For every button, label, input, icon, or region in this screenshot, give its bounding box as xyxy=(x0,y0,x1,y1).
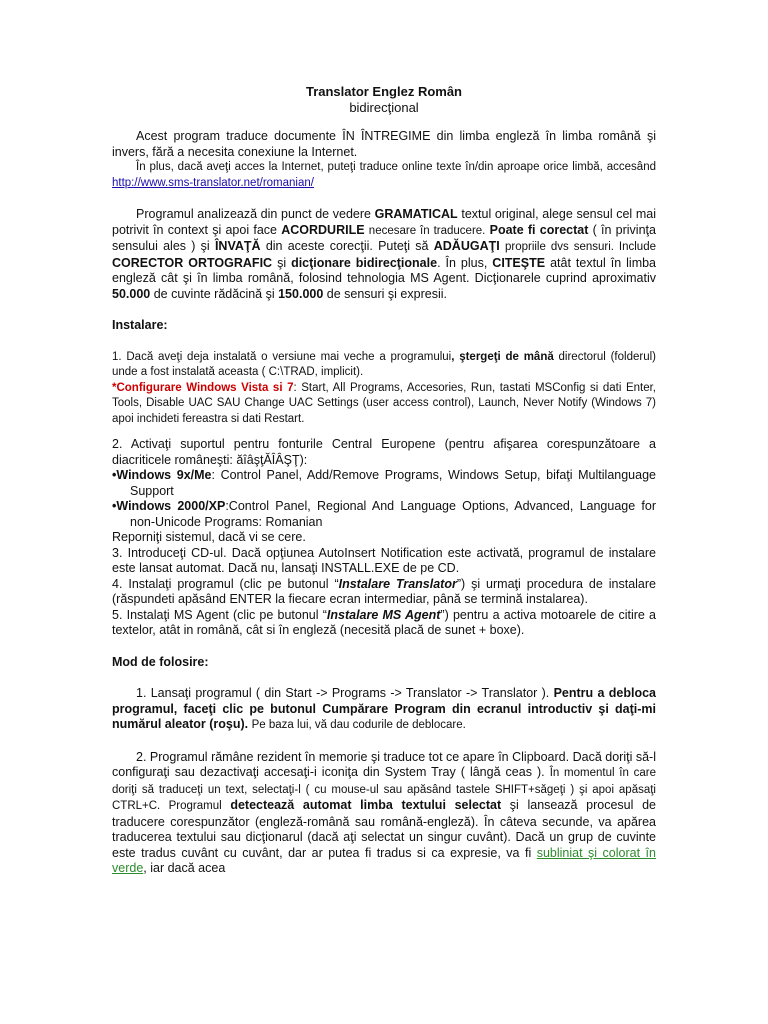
translator-website-link[interactable]: http://www.sms-translator.net/romanian/ xyxy=(112,176,314,189)
usage-heading: Mod de folosire: xyxy=(112,654,209,669)
usage-text: 1. Lansaţi programul ( din Start -> Programs -> Translator -> Translator ). xyxy=(136,686,550,700)
install-step-4 xyxy=(112,577,656,608)
step-text: ”) şi urmaţi procedura de instalare (răspundeti apăsând ENTER la fiecare ecran intermediar, până se termină instalarea). xyxy=(112,576,656,606)
usage-text: , iar dacă acea xyxy=(143,861,226,875)
install-translator-button-label: Instalare Translator xyxy=(338,576,457,591)
document-subtitle: bidirecţional xyxy=(349,99,419,115)
windows-9x-text: : Control Panel, Add/Remove Programs, Windows Setup, bifaţi Multilanguage Support xyxy=(130,468,656,498)
windows-9x-label: •Windows 9x/Me xyxy=(112,468,212,482)
analysis-text: ( în privinţa sensului ales ) şi xyxy=(112,222,656,253)
usage-text: În momentul în care doriţi să traduceţi un text, selectaţi-l ( cu mouse-ul sau apăsând tastele SHIFT+săgeţi ) şi apoi apăsaţi CTRL+C. Programul xyxy=(112,767,656,812)
analysis-bold: CITEŞTE xyxy=(492,255,546,270)
usage-bold: Pentru a debloca programul, faceţi clic pe butonul Cumpărare Program din ecranul introductiv şi daţi-mi numărul aleator (roşu). xyxy=(112,686,656,731)
step-text: ”) pentru a activa motoarele de citire a textelor, atât in română, cât si în engleză (necesită placă de sunet + boxe). xyxy=(112,607,656,637)
install-heading: Instalare: xyxy=(112,318,168,332)
analysis-text: de sensuri şi expresii. xyxy=(326,286,447,301)
restart-note: Reporniţi sistemul, dacă vi se cere. xyxy=(112,530,306,544)
analysis-bold: Poate fi corectat xyxy=(489,222,589,237)
install-step-2: 2. Activaţi suportul pentru fonturile Central Europene (pentru afişarea corespunzătoare a diacriticele româneşti: ăîâşţĂÎÂŞŢ): xyxy=(112,437,656,467)
analysis-bold: 150.000 xyxy=(278,286,324,301)
intro-paragraph: Acest program traduce documente ÎN ÎNTREGIME din limba engleză în limba română şi invers, fără a necesita conexiune la Internet. xyxy=(112,129,656,159)
windows-2000-text: :Control Panel, Regional And Language Options, Advanced, Language for non-Unicode Programs: Romanian xyxy=(130,499,657,529)
green-underlined-text: subliniat şi colorat în verde xyxy=(112,845,656,875)
vista-config-text: : Start, All Programs, Accesories, Run, tastati MSConfig si dati Enter, Tools, Disable UAC SAU Change UAC Settings (user access control), Launch, Never Notify (Windows 7) apoi inchideti fereastra si dati Restart. xyxy=(112,381,656,425)
analysis-bold: ACORDURILE xyxy=(281,222,365,237)
usage-bold: detectează automat limba textului selectat xyxy=(230,798,502,812)
step-text: 4. Instalaţi programul (clic pe butonul “ xyxy=(112,576,339,591)
intro-online-text: În plus, dacă aveţi acces la Internet, puteţi traduce online texte în/din aproape orice limbă, accesând xyxy=(136,161,656,173)
analysis-text: propriile dvs sensuri. Include xyxy=(504,241,656,253)
step-text: directorul (folderul) unde a fost instalată aceasta ( C:\TRAD, implicit). xyxy=(112,350,656,378)
analysis-bold: ADĂUGAŢI xyxy=(433,239,500,253)
install-step-5 xyxy=(112,608,656,639)
analysis-text: textul original, alege sensul cel mai potrivit în context şi apoi face xyxy=(112,207,656,237)
windows-2000-item xyxy=(112,499,656,530)
analysis-bold: ÎNVAŢĂ xyxy=(214,239,261,253)
analysis-paragraph xyxy=(112,207,656,302)
step-text: 1. Dacă aveţi deja instalată o versiune mai veche a programului xyxy=(112,350,452,363)
windows-2000-label: •Windows 2000/XP xyxy=(112,499,226,513)
analysis-text: atât textul în limba engleză cât şi în limba română, folosind tehnologia MS Agent. Dicţionarele cuprind aproximativ xyxy=(112,255,657,285)
vista-config-note xyxy=(112,381,656,428)
analysis-text: şi xyxy=(277,255,287,270)
step-text: 5. Instalaţi MS Agent (clic pe butonul “ xyxy=(112,607,327,622)
analysis-bold: CORECTOR ORTOGRAFIC xyxy=(112,255,273,270)
install-step-3: 3. Introduceţi CD-ul. Dacă opţiunea AutoInsert Notification este activată, programul de instalare este lansat automat. Dacă nu, lansaţi INSTALL.EXE de pe CD. xyxy=(112,545,656,575)
analysis-text: Programul analizează din punct de vedere xyxy=(136,207,371,221)
usage-text: Pe baza lui, vă dau codurile de deblocare. xyxy=(251,719,466,731)
analysis-bold: 50.000 xyxy=(112,286,151,301)
usage-text: şi lansează procesul de traducere corespunzător (engleză-română sau română-engleză). În câteva secunde, va apărea traducerea textului sau dicţionarul (dacă aţi selectat un singur cuvânt). Dacă un grup de cuvinte este tradus cuvânt cu cuvânt, dar ar putea fi tradus si ca expresie, va fi xyxy=(112,798,656,860)
install-ms-agent-button-label: Instalare MS Agent xyxy=(326,607,441,622)
analysis-text: din aceste corecţii. Puteţi să xyxy=(265,239,429,253)
step-bold: , ştergeţi de mână xyxy=(451,350,554,363)
vista-config-label: *Configurare Windows Vista si 7 xyxy=(112,381,294,394)
usage-step-1 xyxy=(112,686,656,734)
usage-step-2 xyxy=(112,750,656,877)
document-title: Translator Englez Român xyxy=(305,84,463,99)
analysis-text: necesare în traducere. xyxy=(368,224,486,237)
intro-online-paragraph xyxy=(112,160,656,191)
install-step-1 xyxy=(112,350,656,381)
analysis-bold: GRAMATICAL xyxy=(374,207,458,221)
analysis-bold: dicţionare bidirecţionale xyxy=(291,255,438,270)
usage-text: 2. Programul rămâne rezident în memorie şi traduce tot ce apare în Clipboard. Dacă doriţi să-l configuraţi sau dezactivaţi accesaţi-i iconiţa din System Tray ( lângă ceas ). xyxy=(112,749,656,779)
analysis-text: . În plus, xyxy=(437,255,488,270)
document-page xyxy=(112,84,656,877)
windows-9x-item xyxy=(112,468,656,499)
analysis-text: de cuvinte rădăcină şi xyxy=(153,286,275,301)
